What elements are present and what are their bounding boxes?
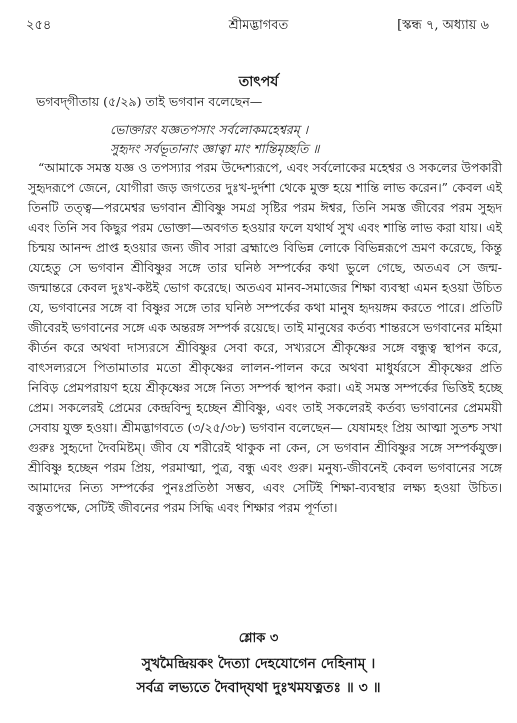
gita-quote	[110, 120, 470, 158]
chapter-reference: [স্কন্ধ ৭, অধ্যায় ৬	[397, 18, 489, 33]
sloka-line: সুখমৈন্দ্রিয়কং দৈত্যা দেহযোগেন দেহিনাম্ ।	[141, 656, 376, 672]
sloka-label: শ্লোক ৩	[238, 631, 279, 646]
quote-line: সুহৃদং সর্বভূতানাং জ্ঞাত্বা মাং শান্তিমৃচ্ছতি ॥	[110, 141, 320, 156]
book-title: শ্রীমদ্ভাগবত	[228, 18, 289, 33]
sloka-verse	[0, 652, 517, 700]
page-number: ২৫৪	[26, 18, 52, 33]
quote-line: ভোক্তারং যজ্ঞতপসাং সর্বলোকমহেশ্বরম্ ।	[110, 122, 309, 137]
purport-paragraph: “আমাকে সমস্ত যজ্ঞ ও তপস্যার পরম উদ্দেশ্যরূপে, এবং সর্বলোকের মহেশ্বর ও সকলের উপকারী সুহৃদরূপে জেনে, যোগীরা জড় জগতের দুঃখ-দুর্দশা থেকে মুক্ত হয়ে শান্তি লাভ করেন।” কেবল এই তিনটি তত্ত্ব—পরমেশ্বর ভগবান শ্রীবিষ্ণু সমগ্র সৃষ্টির পরম ঈশ্বর, তিনি সমস্ত জীবের পরম সুহৃদ এবং তিনি সব কিছুর পরম ভোক্তা—অবগত হওয়ার ফলে যথার্থ সুখ এবং শান্তি লাভ করা যায়। এই চিন্ময় আনন্দ প্রাপ্ত হওয়ার জন্য জীব সারা ব্রহ্মাণ্ডে বিভিন্ন লোকে বিভিন্নরূপে ভ্রমণ করেছে, কিন্তু যেহেতু সে ভগবান শ্রীবিষ্ণুর সঙ্গে তার ঘনিষ্ঠ সম্পর্কের কথা ভুলে গেছে, অতএব সে জন্ম-জন্মান্তরে কেবল দুঃখ-কষ্টই ভোগ করেছে। অতএব মানব-সমাজের শিক্ষা ব্যবস্থা এমন হওয়া উচিত যে, ভগবানের সঙ্গে বা বিষ্ণুর সঙ্গে তার ঘনিষ্ঠ সম্পর্কের কথা মানুষ হৃদয়ঙ্গম করতে পারে। প্রতিটি জীবেরই ভগবানের সঙ্গে এক অন্তরঙ্গ সম্পর্ক রয়েছে। তাই মানুষের কর্তব্য শান্তরসে ভগবানের মহিমা কীর্তন করে অথবা দাস্যরসে শ্রীবিষ্ণুর সেবা করে, সখ্যরসে শ্রীকৃষ্ণের সঙ্গে বন্ধুত্ব স্থাপন করে, বাৎসল্যরসে পিতামাতার মতো শ্রীকৃষ্ণের লালন-পালন করে অথবা মাধুর্যরসে শ্রীকৃষ্ণের প্রতি নিবিড় প্রেমপরায়ণ হয়ে শ্রীকৃষ্ণের সঙ্গে নিত্য সম্পর্ক স্থাপন করা। এই সমস্ত সম্পর্কের ভিত্তিই হচ্ছে প্রেম। সকলেরই প্রেমের কেন্দ্রবিন্দু হচ্ছেন শ্রীবিষ্ণু, এবং তাই সকলেরই কর্তব্য ভগবানের প্রেমময়ী সেবায় যুক্ত হওয়া। শ্রীমদ্ভাগবতে (৩/২৫/৩৮) ভগবান বলেছেন— যেষামহং প্রিয় আত্মা সুতশ্চ সখা গুরুঃ সুহৃদো দৈবমিষ্টম্। জীব যে শরীরেই থাকুক না কেন, সে ভগবান শ্রীবিষ্ণুর সঙ্গে সম্পর্কযুক্ত। শ্রীবিষ্ণু হচ্ছেন পরম প্রিয়, পরমাত্মা, পুত্র, বন্ধু এবং গুরু। মনুষ্য-জীবনেই কেবল ভগবানের সঙ্গে আমাদের নিত্য সম্পর্কের পুনঃপ্রতিষ্ঠা সম্ভব, এবং সেটিই শিক্ষা-ব্যবস্থার লক্ষ্য হওয়া উচিত। বস্তুতপক্ষে, সেটিই জীবনের পরম সিদ্ধি এবং শিক্ষার পরম পূর্ণতা।	[28, 160, 502, 515]
purport-body	[28, 158, 502, 518]
purport-intro: ভগবদ্‌গীতায় (৫/২৯) তাই ভগবান বলেছেন—	[36, 94, 263, 109]
purport-title: তাৎপর্য	[238, 74, 279, 90]
page-header	[0, 16, 517, 38]
sloka-line: সর্বত্র লভ্যতে দৈবাদ্‌যথা দুঃখমযত্নতঃ ॥ ৩ ॥	[136, 680, 381, 696]
